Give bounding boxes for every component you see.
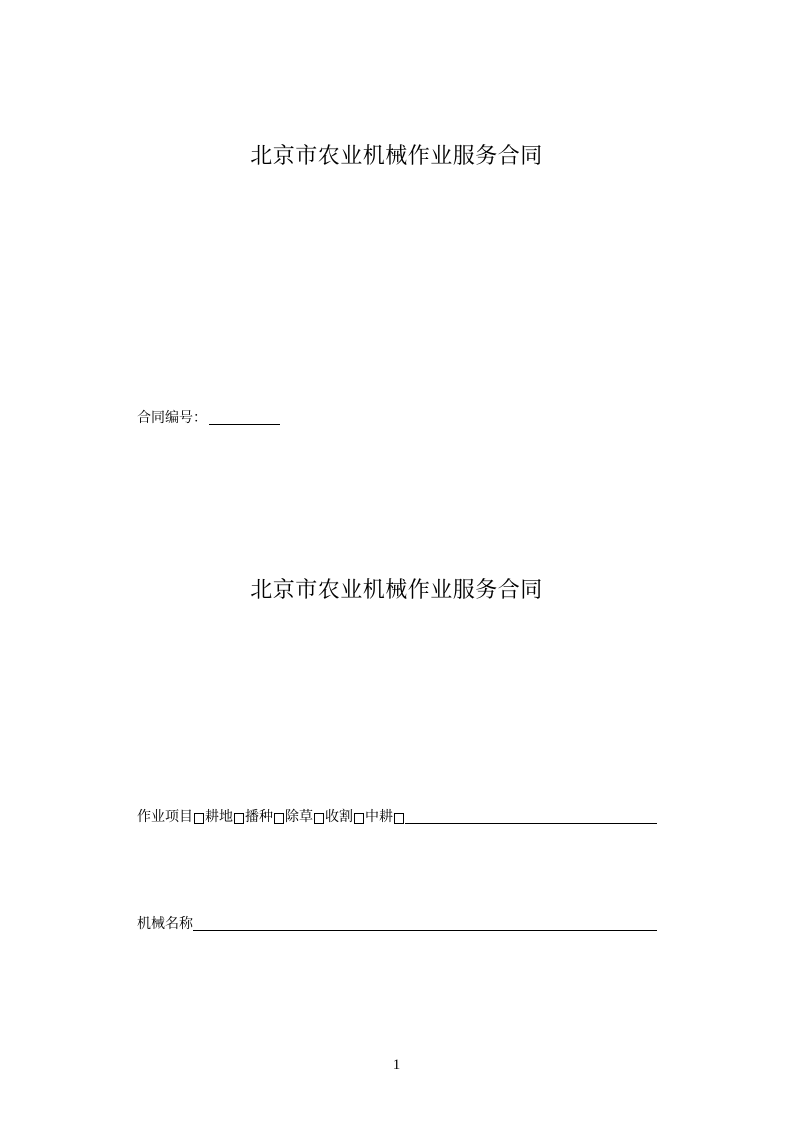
- checkbox-icon[interactable]: [234, 813, 244, 824]
- checkbox-icon[interactable]: [194, 813, 204, 824]
- contract-number-line: [137, 409, 280, 427]
- checkbox-icon[interactable]: [354, 813, 364, 824]
- page-number: 1: [392, 1057, 401, 1073]
- machine-name-line: [137, 915, 657, 933]
- work-items-line: [137, 808, 657, 826]
- option-label: 播种: [245, 809, 273, 825]
- checkbox-icon[interactable]: [314, 813, 324, 824]
- option-label: 耕地: [205, 809, 233, 825]
- contract-main-title: 北京市农业机械作业服务合同: [250, 578, 543, 603]
- contract-number-label: 合同编号：: [137, 410, 207, 426]
- machine-name-field[interactable]: [193, 916, 657, 931]
- option-label: 除草: [285, 809, 313, 825]
- machine-name-label: 机械名称: [137, 916, 193, 932]
- other-work-item-field[interactable]: [405, 809, 657, 824]
- checkbox-icon[interactable]: [274, 813, 284, 824]
- option-label: 收割: [325, 809, 353, 825]
- work-items-label: 作业项目: [137, 809, 193, 825]
- checkbox-icon[interactable]: [394, 813, 404, 824]
- document-title: 北京市农业机械作业服务合同: [250, 144, 543, 169]
- contract-number-field[interactable]: [209, 410, 280, 425]
- option-label: 中耕: [365, 809, 393, 825]
